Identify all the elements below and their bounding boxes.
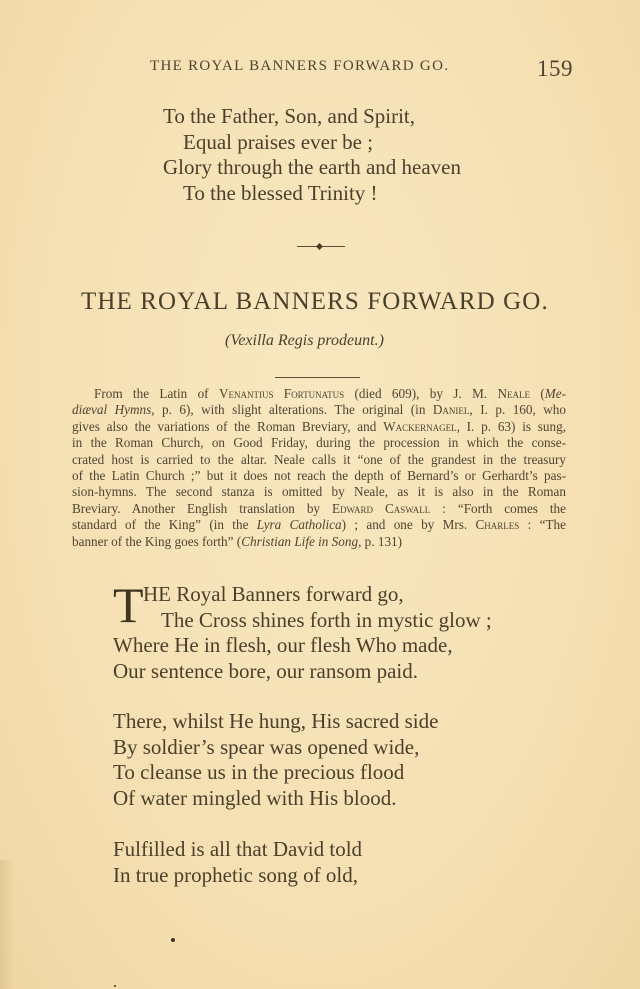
page-number: 159 bbox=[537, 56, 573, 81]
note-text: standard of the King” (in the bbox=[72, 517, 257, 533]
ink-speck bbox=[114, 985, 116, 987]
verse-line: The Cross shines forth in mystic glow ; bbox=[161, 607, 492, 632]
hymn-stanza-3 bbox=[113, 837, 362, 888]
ink-speck bbox=[171, 938, 175, 942]
divider-bar-left bbox=[297, 246, 317, 247]
note-text: From the Latin of bbox=[94, 386, 219, 401]
verse-line: Fulfilled is all that David told bbox=[113, 837, 363, 861]
note-text: : “Forth comes the bbox=[430, 500, 566, 516]
note-text: Breviary. Another English translation by bbox=[72, 500, 332, 516]
diamond-icon bbox=[316, 243, 323, 250]
hymn-stanza-1 bbox=[113, 577, 492, 684]
verse-line: There, whilst He hung, His sacred side bbox=[113, 709, 439, 733]
note-line: crated host is carried to the altar. Neale calls it “one of the grandest in the treasury bbox=[72, 451, 566, 467]
note-text: , I. p. 160, who bbox=[469, 402, 566, 418]
verse-line: In true prophetic song of old, bbox=[113, 862, 358, 887]
note-line bbox=[72, 402, 566, 418]
note-text: , I. p. 63) is sung, bbox=[456, 418, 566, 434]
page-edge-shadow bbox=[0, 860, 14, 989]
reference-name: Wackernagel bbox=[383, 418, 457, 434]
note-line bbox=[72, 534, 566, 550]
drop-cap: T bbox=[113, 577, 144, 633]
note-text: , p. 6), with slight alterations. The original (in bbox=[151, 402, 433, 418]
hymn-title: THE ROYAL BANNERS FORWARD GO. bbox=[81, 288, 549, 315]
hymn-stanza-2 bbox=[113, 709, 438, 811]
divider-bar-right bbox=[323, 246, 345, 247]
note-line bbox=[72, 419, 566, 435]
note-text: (died 609), by J. M. bbox=[344, 386, 498, 401]
verse-line: To the blessed Trinity ! bbox=[183, 180, 378, 205]
note-line: sion-hymns. The second stanza is omitted by Neale, as it is also in the Roman bbox=[72, 484, 566, 500]
translator-name: Edward Caswall bbox=[331, 500, 431, 516]
note-text: gives also the variations of the Roman Breviary, and bbox=[72, 418, 384, 434]
doxology-stanza bbox=[163, 104, 461, 206]
note-line: of the Latin Church ;” but it does not reach the depth of Bernard’s or Gerhardt’s pas- bbox=[72, 468, 566, 484]
verse-line: To cleanse us in the precious flood bbox=[113, 760, 405, 785]
note-line: in the Roman Church, on Good Friday, during the procession in which the conse- bbox=[72, 435, 566, 451]
book-title: Christian Life in Song bbox=[241, 533, 359, 549]
note-line bbox=[72, 386, 566, 402]
translator-name: Charles bbox=[475, 517, 520, 533]
verse-line: Of water mingled with His blood. bbox=[113, 785, 397, 810]
author-name: Venantius Fortunatus bbox=[218, 386, 345, 401]
note-text: ( bbox=[529, 386, 545, 401]
note-text: ) ; and one by Mrs. bbox=[341, 517, 476, 533]
running-head-title: THE ROYAL BANNERS FORWARD GO. bbox=[150, 58, 450, 74]
verse-line: Our sentence bore, our ransom paid. bbox=[113, 658, 418, 683]
note-text: , p. 131) bbox=[358, 533, 403, 549]
verse-line: Where He in flesh, our flesh Who made, bbox=[113, 633, 453, 658]
note-line bbox=[72, 501, 566, 517]
book-title: Me- bbox=[544, 386, 566, 401]
note-text: : “The bbox=[519, 517, 566, 533]
book-title: Lyra Catholica bbox=[256, 517, 342, 533]
reference-name: Daniel bbox=[432, 402, 470, 418]
latin-subtitle: (Vexilla Regis prodeunt.) bbox=[225, 332, 384, 349]
verse-line: Equal praises ever be ; bbox=[183, 129, 374, 154]
book-title: diæval Hymns bbox=[72, 402, 152, 418]
verse-line: Glory through the earth and heaven bbox=[163, 155, 461, 180]
note-text: banner of the King goes forth” ( bbox=[72, 533, 242, 549]
verse-line: By soldier’s spear was opened wide, bbox=[113, 734, 420, 759]
horizontal-rule bbox=[275, 377, 360, 378]
verse-line: To the Father, Son, and Spirit, bbox=[163, 104, 415, 128]
verse-line: HE Royal Banners forward go, bbox=[143, 582, 404, 606]
note-line bbox=[72, 517, 566, 533]
section-divider-ornament-icon bbox=[297, 243, 345, 251]
source-note bbox=[72, 386, 566, 550]
translator-name: Neale bbox=[497, 386, 530, 401]
